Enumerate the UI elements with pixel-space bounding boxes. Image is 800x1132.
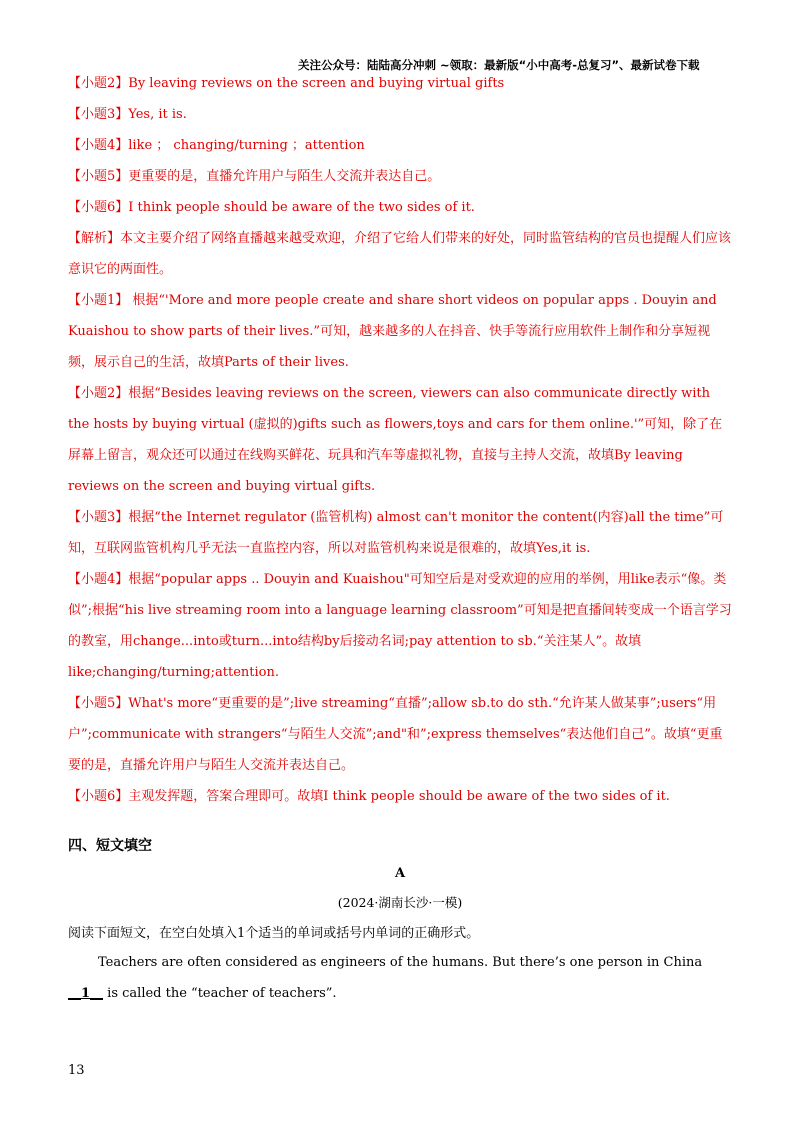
blank-1: __1__ [68, 986, 104, 1001]
answer-5: 【小题5】更重要的是，直播允许用户与陌生人交流并表达自己。 [68, 169, 441, 184]
page-header: 关注公众号：陆陆高分冲刺 ~领取：最新版“小中高考-总复习”、最新试卷下载 [298, 58, 700, 72]
analysis-summary: 【解析】本文主要介绍了网络直播越来越受欢迎，介绍了它给人们带来的好处，同时监管结构的官员也提醒人们应该意识它的两面性。 [68, 231, 732, 277]
answer-2: 【小题2】By leaving reviews on the screen and buying virtual gifts [68, 76, 505, 91]
passage-before: Teachers are often considered as engineers of the humans. But there’s one person in China [98, 955, 703, 970]
answer-3: 【小题3】Yes, it is. [68, 107, 187, 122]
answer-block [68, 68, 734, 812]
answer-6: 【小题6】I think people should be aware of the two sides of it. [68, 200, 475, 215]
passage-text [68, 947, 734, 1009]
section-title: 四、短文填空 [68, 838, 152, 854]
page-number: 13 [68, 1063, 85, 1078]
explanation-1: 【小题1】 根据“'More and more people create and share short videos on popular apps . Douyin and Kuaishou to show parts of their lives.”可知，越来越多的人在抖音、快手等流行应用软件上制作和分享短视频，展示自己的生活，故填Parts of their lives. [68, 293, 717, 370]
answer-4: 【小题4】like ； changing/turning ；attention [68, 138, 365, 153]
explanation-3: 【小题3】根据“the Internet regulator (监管机构) almost can't monitor the content(内容)all the time”可知，互联网监管机构几乎无法一直监控内容，所以对监管机构来说是很难的，故填Yes,it is. [68, 510, 724, 556]
explanation-4: 【小题4】根据“popular apps .. Douyin and Kuaishou"可知空后是对受欢迎的应用的举例，用like表示“像。类似”;根据“his live streaming room into a language learning classroom”可知是把直播间转变成一个语言学习的教室，用change...into或turn...into结构by后接动名词;pay attention to sb.“关注某人”。故填like;changing/turning;attention. [68, 572, 732, 680]
instruction: 阅读下面短文，在空白处填入1个适当的单词或括号内单词的正确形式。 [68, 926, 480, 941]
passage-source: (2024·湖南长沙·一模) [337, 895, 463, 910]
explanation-2: 【小题2】根据“Besides leaving reviews on the screen, viewers can also communicate directly with the hosts by buying virtual (虚拟的)gifts such as flowers,toys and cars for them online.'”可知，除了在屏幕上留言，观众还可以通过在线购买鲜花、玩具和汽车等虚拟礼物，直接与主持人交流，故填By leaving reviews on the screen and buying virtual gifts. [68, 386, 723, 494]
explanation-6: 【小题6】主观发挥题，答案合理即可。故填I think people should be aware of the two sides of it. [68, 789, 670, 804]
explanation-5: 【小题5】What's more“更重要的是”;live streaming“直播”;allow sb.to do sth.“允许某人做某事”;users“用户”;communicate with strangers“与陌生人交流”;and"和”;express themselves“表达他们自己”。故填“更重要的是，直播允许用户与陌生人交流并表达自己。 [68, 696, 723, 773]
passage-after: is called the “teacher of teachers”. [103, 986, 337, 1001]
passage-letter: A [394, 866, 406, 881]
